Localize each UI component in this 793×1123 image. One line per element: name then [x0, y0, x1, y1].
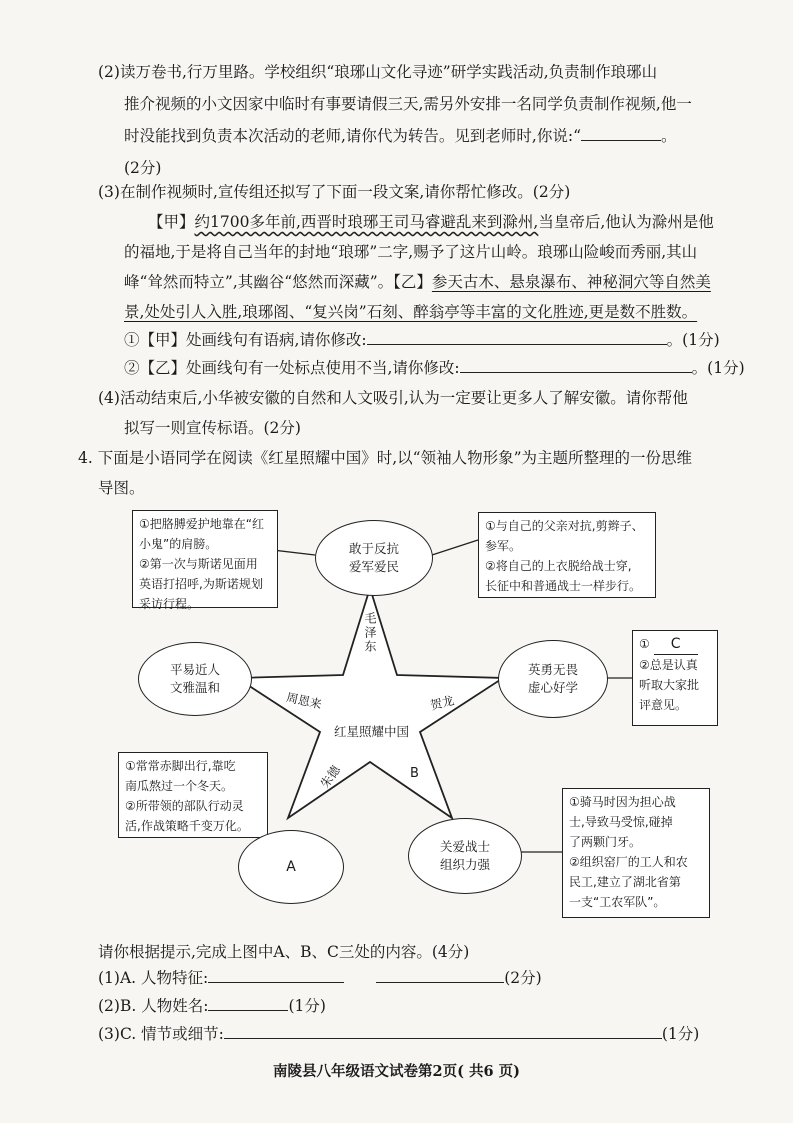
connector-tr: [432, 540, 478, 555]
task-b-score: (1分): [288, 997, 326, 1015]
answer-blank[interactable]: [581, 126, 661, 141]
circle-a: [238, 830, 344, 904]
label-jia: 【甲】: [148, 213, 195, 231]
box-ml-line: 活,作战策略千变万化。: [125, 819, 249, 833]
box-r-line: ②总是认真: [639, 658, 698, 672]
box-tl-line: 英语打招呼,为斯诺规划: [139, 577, 263, 591]
box-b: [562, 788, 710, 918]
sentence-yi-1: 参天古木、悬泉瀑布、神秘洞穴等自然美: [431, 273, 711, 291]
passage-line1: [148, 212, 714, 232]
q4-line2: 导图。: [98, 479, 145, 497]
box-ml-line: ②所带领的部队行动灵: [125, 799, 244, 813]
box-br-line: ②组织窑厂的工人和农: [569, 855, 688, 869]
label-zhu: 朱德: [317, 762, 344, 791]
task-a-score: (2分): [504, 969, 542, 987]
q4-line1: 4. 下面是小语同学在阅读《红星照耀中国》时,以“领袖人物形象”为主题所整理的一份思维: [78, 449, 692, 467]
item1-blank[interactable]: [367, 330, 667, 345]
box-tl-line: 小鬼”的肩膀。: [139, 537, 218, 551]
box-r-num: ①: [639, 637, 650, 651]
box-r-line: 听取大家批: [639, 678, 700, 692]
task-c: [98, 1024, 699, 1044]
task-b-blank[interactable]: [208, 996, 288, 1011]
label-zhou: 周恩来: [284, 690, 323, 712]
item2-blank[interactable]: [460, 358, 692, 373]
box-tl-line: ②第一次与斯诺见面用: [139, 557, 258, 571]
blank-a[interactable]: A: [286, 859, 296, 875]
item1-score: 。(1分): [666, 331, 720, 349]
q3-4-line2: 拟写一则宣传标语。(2分): [124, 419, 301, 437]
box-br-line: ①骑马时因为担心战: [569, 795, 676, 809]
task-c-label: (3)C. 情节或细节:: [98, 1025, 224, 1043]
box-tr-line: ②将自己的上衣脱给战士穿,: [485, 559, 632, 573]
circle-zhou-traits: [138, 642, 252, 716]
box-ml-line: ①常常赤脚出行,靠吃: [125, 759, 236, 773]
task-intro: 请你根据提示,完成上图中A、B、C三处的内容。(4分): [98, 943, 470, 961]
item2-text: ②【乙】处画线句有一处标点使用不当,请你修改:: [124, 359, 460, 377]
box-br-line: 一支“工农军队”。: [569, 895, 666, 909]
circle-mao-traits: [498, 640, 608, 718]
blank-c[interactable]: C: [654, 634, 698, 655]
box-zhou-enlai: [132, 510, 278, 611]
task-a: [98, 968, 542, 988]
box-he-long: [478, 512, 656, 598]
sentence-jia: 约1700多年前,西晋时琅琊王司马睿避乱来到滁州,: [194, 213, 539, 231]
circle-right-line: 虚心好学: [527, 680, 578, 695]
box-br-line: 士,导致马受惊,碰掉: [569, 815, 673, 829]
circle-left-line: 平易近人: [169, 662, 220, 677]
box-r-line1: [639, 634, 711, 655]
label-mao: 毛泽东: [363, 612, 377, 654]
q3-2-line3-text: 时没能找到负责本次活动的老师,请你代为转告。见到老师时,你说:“: [124, 127, 582, 145]
passage-line3: [124, 272, 711, 292]
circle-br-line: 组织力强: [439, 857, 490, 872]
q3-3-line1: (3)在制作视频时,宣传组还拟写了下面一段文案,请你帮忙修改。(2分): [98, 183, 571, 201]
passage-line4: 景,处处引人入胜,琅琊阁、“复兴岗”石刻、醉翁亭等丰富的文化胜迹,更是数不胜数。: [124, 303, 698, 321]
box-tl-line: ①把胳膊爱护地靠在“红: [139, 517, 264, 531]
item2-score: 。(1分): [691, 359, 745, 377]
box-tr-line: 参军。: [485, 539, 522, 553]
task-c-score: (1分): [661, 1025, 700, 1043]
label-center: 红星照耀中国: [334, 724, 410, 739]
q3-2-line1: (2)读万卷书,行万里路。学校组织“琅琊山文化寻迹”研学实践活动,负责制作琅琊山: [98, 63, 658, 81]
circle-left-line: 文雅温和: [169, 680, 220, 695]
label-yi: 【乙】: [393, 273, 432, 291]
page-footer: 南陵县八年级语文试卷第2页( 共6 页): [273, 1063, 520, 1080]
task-b-label: (2)B. 人物姓名:: [98, 997, 209, 1015]
q3-2-line3-end: 。: [661, 127, 677, 145]
circle-he-long-traits: [315, 520, 433, 596]
q3-2-score: (2分): [124, 159, 162, 177]
q3-2-line2: 推介视频的小文因家中临时有事要请假三天,需另外安排一名同学负责制作视频,他一: [124, 95, 692, 113]
circle-top-line: 爱军爱民: [348, 559, 399, 574]
task-c-blank[interactable]: [224, 1024, 662, 1039]
blank-b[interactable]: B: [410, 766, 419, 781]
box-br-line: 民工,建立了湖北省第: [569, 875, 681, 889]
task-a-blank1[interactable]: [208, 968, 344, 983]
circle-top-line: 敢于反抗: [348, 541, 399, 556]
q3-4-line1: (4)活动结束后,小华被安徽的自然和人文吸引,认为一定要让更多人了解安徽。请你帮他: [98, 389, 688, 407]
passage-line1-rest: 当皇帝后,他认为滁州是他: [538, 213, 714, 231]
circle-br-line: 关爱战士: [439, 839, 490, 854]
passage-line3-a: 峰“耸然而特立”,其幽谷“悠然而深藏”。: [124, 273, 394, 291]
box-ml-line: 南瓜熬过一个冬天。: [125, 779, 234, 793]
box-tl-line: 采访行程。: [139, 597, 200, 611]
box-mao-zedong: [632, 630, 718, 726]
q3-3-item1: [124, 330, 720, 350]
item1-text: ①【甲】处画线句有语病,请你修改:: [124, 331, 367, 349]
box-tr-line: 长征中和普通战士一样步行。: [485, 579, 642, 593]
q3-2-line3: [124, 126, 677, 146]
box-br-line: 了两颗门牙。: [569, 835, 642, 849]
box-r-line: 评意见。: [639, 698, 688, 712]
box-zhu-de: [118, 752, 268, 838]
label-he: 贺龙: [428, 693, 456, 713]
passage-line2: 的福地,于是将自己当年的封地“琅琊”二字,赐予了这片山岭。琅琊山险峻而秀丽,其山: [124, 243, 698, 261]
task-b: [98, 996, 326, 1016]
circle-b-traits: [408, 818, 522, 894]
circle-right-line: 英勇无畏: [527, 662, 578, 677]
mind-map: [0, 500, 793, 930]
task-a-label: (1)A. 人物特征:: [98, 969, 209, 987]
task-a-blank2[interactable]: [376, 968, 504, 983]
q3-3-item2: [124, 358, 745, 378]
box-tr-line: ①与自己的父亲对抗,剪辫子、: [485, 519, 644, 533]
